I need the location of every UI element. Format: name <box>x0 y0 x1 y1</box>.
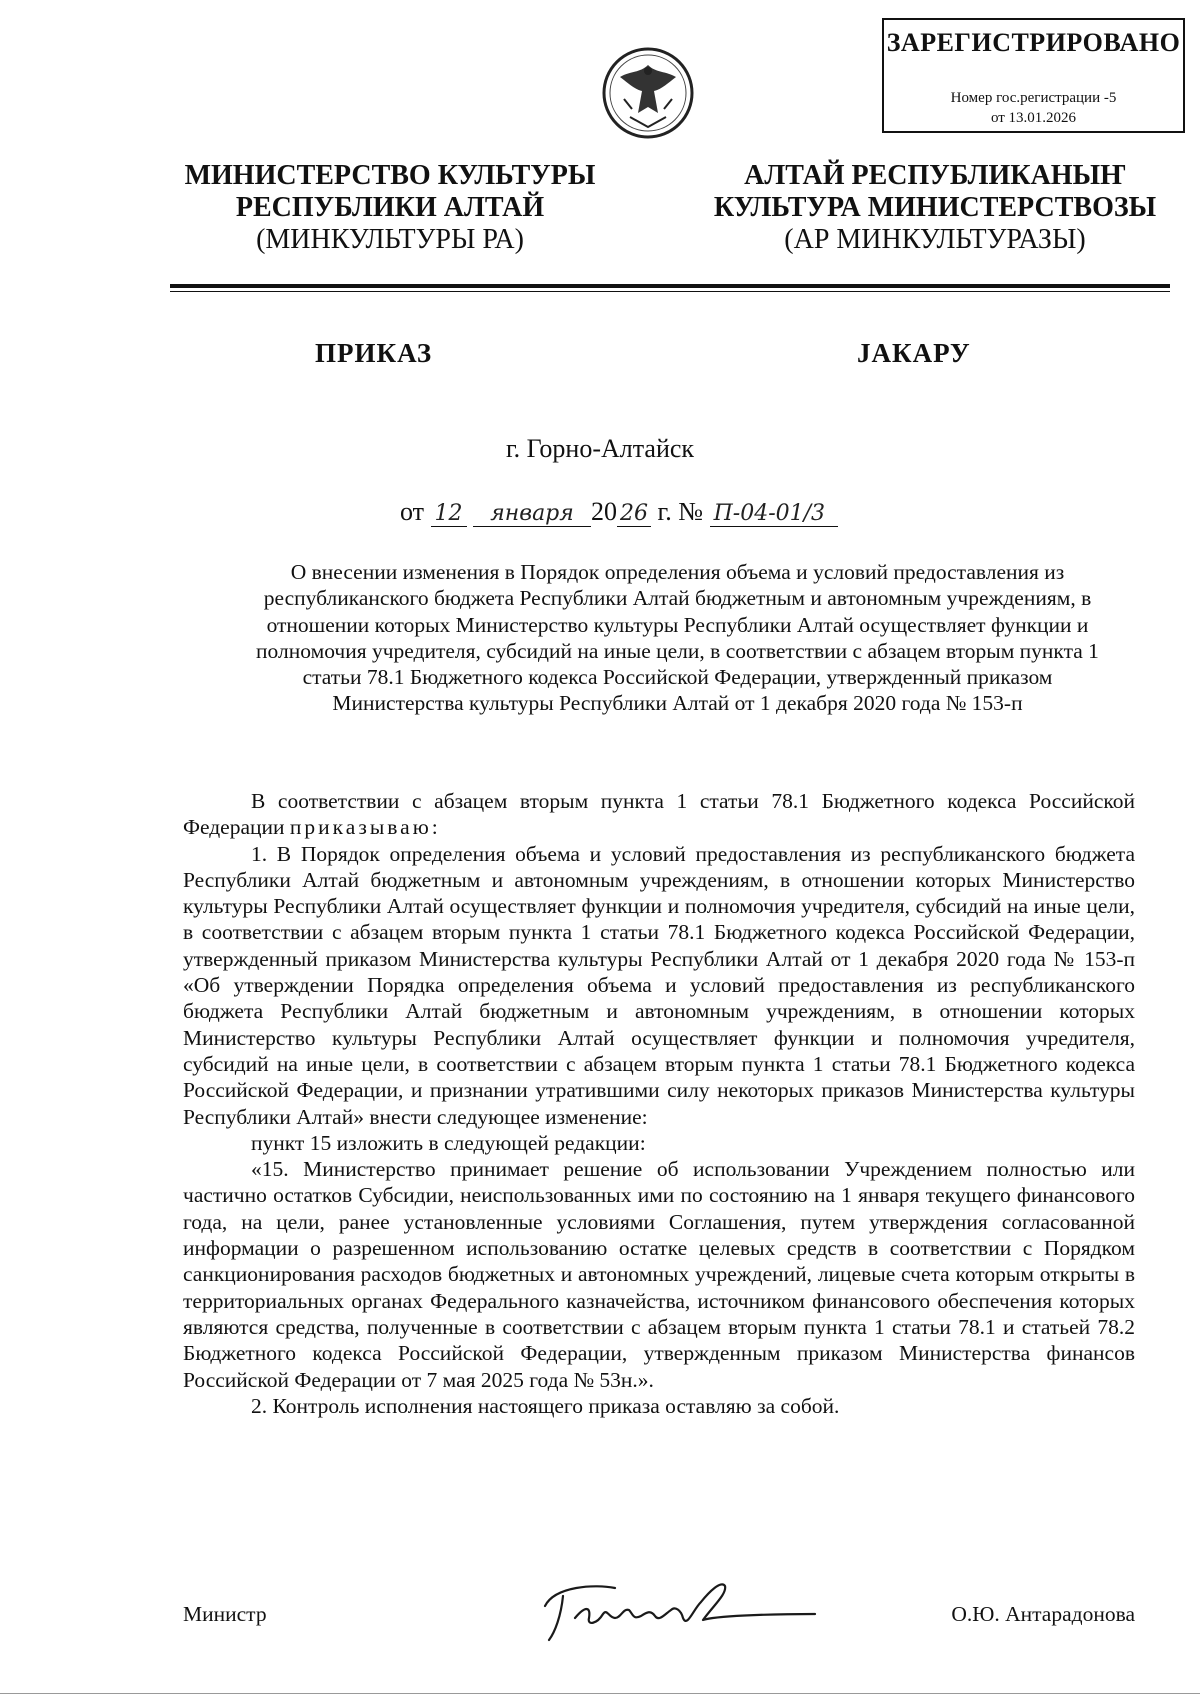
preamble-text: В соответствии с абзацем вторым пункта 1 статьи 78.1 Бюджетного кодекса Российской Федерации <box>183 789 1135 840</box>
order-verb: приказываю: <box>289 815 441 840</box>
stamp-reg-date: от 13.01.2026 <box>990 110 1077 126</box>
body-paragraph-item-1: 1. В Порядок определения объема и условий предоставления из республиканского бюджета Республики Алтай бюджетным и автономным учреждениям, в отношении которых Министерство культуры Республики Алтай осуществляет функции и полномочия учредителя, субсидий на иные цели, в соответствии с абзацем вторым пункта 1 статьи 78.1 Бюджетного кодекса Российской Федерации, утвержденный приказом Министерства культуры Республики Алтай от 1 декабря 2020 года № 153-п «Об утверждении Порядка определения объема и условий предоставления из республиканского бюджета Республики Алтай бюджетным и автономным учреждениям, в отношении которых Министерство культуры Республики Алтай осуществляет функции и полномочия учредителя, субсидий на иные цели, в соответствии с абзацем вторым пункта 1 статьи 78.1 Бюджетного кодекса Российской Федерации, и признании утратившими силу некоторых приказов Министерства культуры Республики Алтай» внести следующее изменение: <box>183 841 1135 1129</box>
ministry-abbr-altai: (АР МИНКУЛЬТУРАЗЫ) <box>784 224 1086 255</box>
date-year-label: г. № <box>657 497 704 526</box>
body-paragraph-amendment-text: «15. Министерство принимает решение об использовании Учреждением полностью или частично остатков Субсидии, неиспользованных ими по состоянию на 1 января текущего финансового года, на цели, ранее установленные условиями Соглашения, путем утверждения согласованной информации о разрешенном использованию остатке целевых средств в соответствии с Порядком санкционирования расходов бюджетных и автономных учреждений, лицевые счета которым открыты в территориальных органах Федерального казначейства, источником финансового обеспечения которых являются средства, полученные в соответствии с абзацем вторым пункта 1 статьи 78.1 и статьей 78.2 Бюджетного кодекса Российской Федерации, утвержденным приказом Министерства финансов Российской Федерации от 7 мая 2025 года № 53н.». <box>183 1157 1135 1392</box>
date-year-suffix: 26 <box>617 502 651 527</box>
order-body <box>183 788 1135 1419</box>
header-divider-thick <box>170 284 1170 288</box>
body-paragraph-item-2: 2. Контроль исполнения настоящего приказа оставляю за собой. <box>251 1393 840 1418</box>
ministry-header-russian <box>165 160 615 256</box>
ministry-header-altai <box>700 160 1170 256</box>
registration-stamp <box>882 18 1185 133</box>
ministry-name-line1: МИНИСТЕРСТВО КУЛЬТУРЫ <box>184 160 596 191</box>
date-prefix: от <box>400 497 425 526</box>
order-title-russian: ПРИКАЗ <box>315 338 433 368</box>
order-number: П-04-01/3 <box>710 502 838 527</box>
stamp-reg-number: Номер гос.регистрации -5 <box>950 90 1117 106</box>
coat-of-arms-emblem <box>600 43 696 143</box>
stamp-title: ЗАРЕГИСТРИРОВАНО <box>886 28 1181 57</box>
handwritten-signature <box>525 1566 825 1646</box>
ministry-name-altai-line1: АЛТАЙ РЕСПУБЛИКАНЫҤ <box>744 160 1126 191</box>
order-title-altai: ЈАКАРУ <box>857 338 971 368</box>
city: г. Горно-Алтайск <box>505 434 695 463</box>
signer-name: О.Ю. Антарадонова <box>951 1602 1135 1626</box>
signer-title: Министр <box>183 1602 267 1626</box>
order-date-line <box>400 497 838 527</box>
ministry-name-altai-line2: КУЛЬТУРА МИНИСТЕРСТВОЗЫ <box>713 192 1157 223</box>
body-paragraph-amendment-intro: пункт 15 изложить в следующей редакции: <box>251 1130 646 1155</box>
body-paragraph-preamble <box>183 788 1135 841</box>
ministry-abbr: (МИНКУЛЬТУРЫ РА) <box>256 224 524 255</box>
date-day: 12 <box>431 502 467 527</box>
header-divider-thin <box>170 291 1170 292</box>
scan-edge-line <box>0 1693 1200 1694</box>
date-year-prefix: 20 <box>591 497 618 526</box>
ministry-name-line2: РЕСПУБЛИКИ АЛТАЙ <box>235 192 545 223</box>
date-month: января <box>473 502 591 527</box>
order-subject: О внесении изменения в Порядок определения объема и условий предоставления из республиканского бюджета Республики Алтай бюджетным и автономным учреждениям, в отношении которых Министерство культуры Республики Алтай осуществляет функции и полномочия учредителя, субсидий на иные цели, в соответствии с абзацем вторым пункта 1 статьи 78.1 Бюджетного кодекса Российской Федерации, утвержденный приказом Министерства культуры Республики Алтай от 1 декабря 2020 года № 153-п <box>256 560 1099 716</box>
